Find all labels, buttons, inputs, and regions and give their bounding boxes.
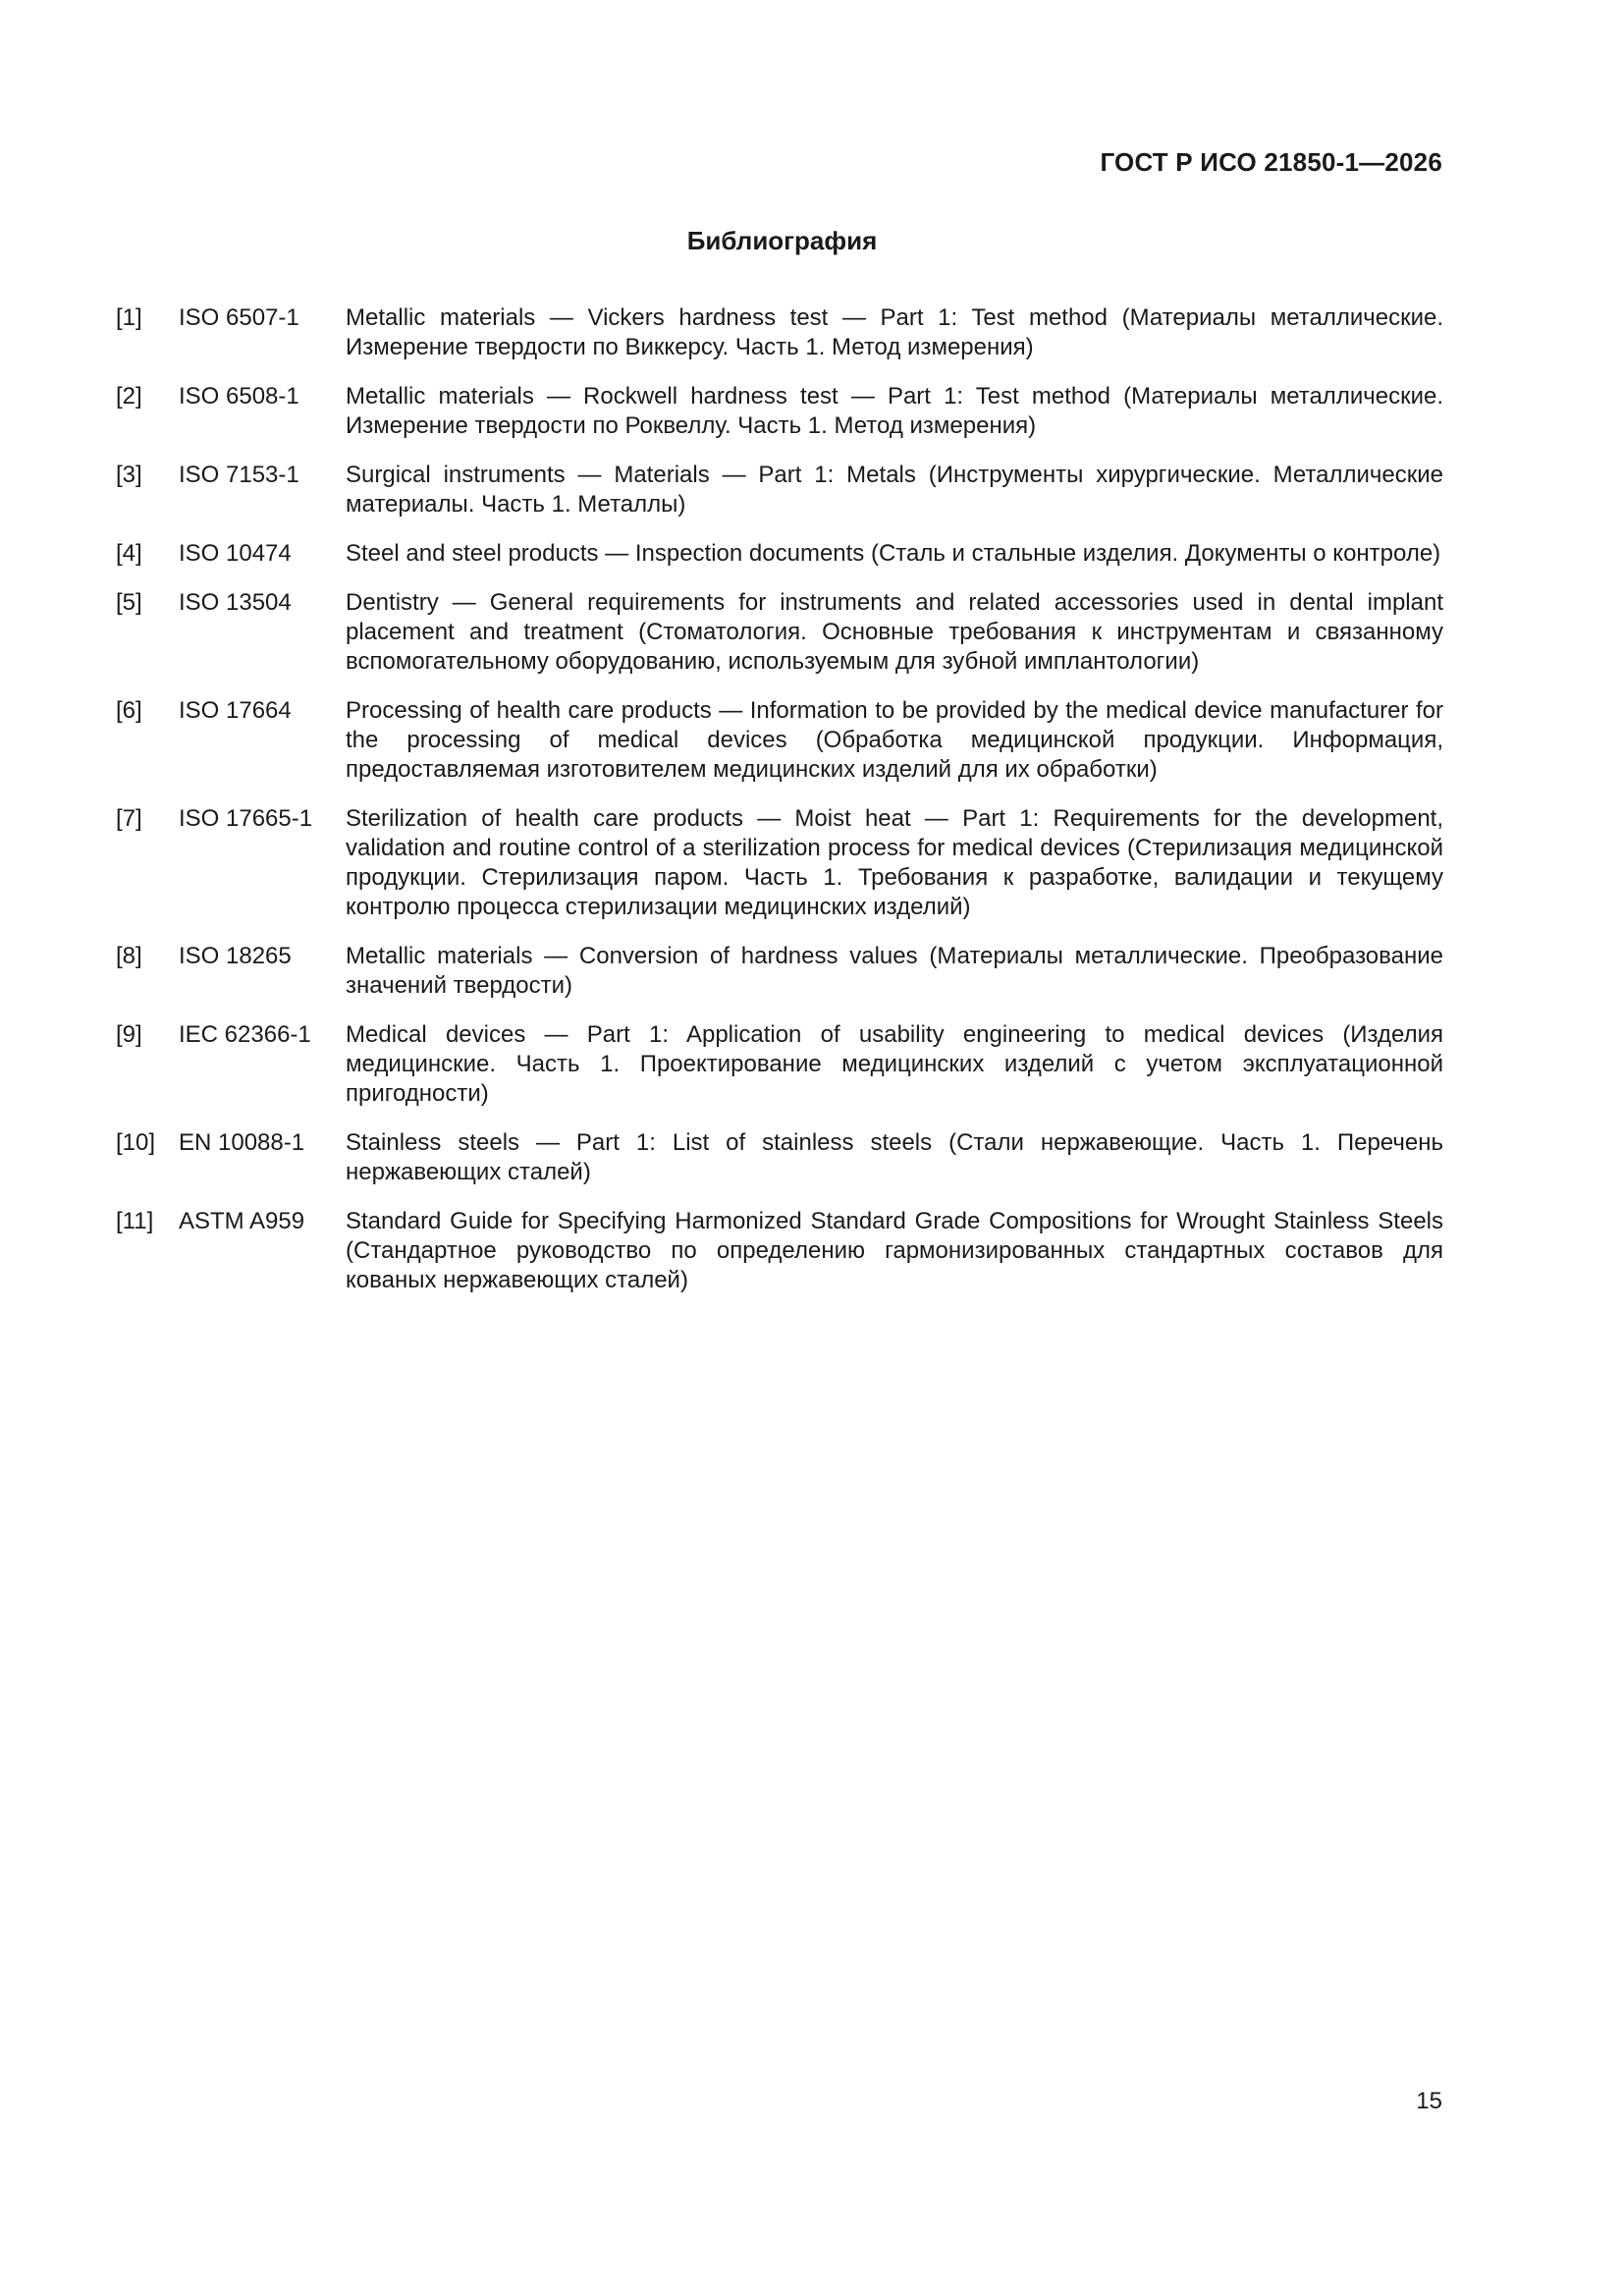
entry-number: [3] — [116, 462, 142, 488]
entry-standard-code: ISO 17664 — [179, 697, 292, 724]
bibliography-entry — [116, 1128, 1443, 1187]
page-number: 15 — [1416, 2088, 1442, 2114]
entry-number: [5] — [116, 589, 142, 616]
entry-number: [9] — [116, 1021, 142, 1048]
entry-title: Metallic materials — Vickers hardness test — Part 1: Test method (Материалы металлические. Измерение твердости по Виккерсу. Часть 1. Метод измерения) — [346, 304, 1443, 360]
bibliography-list — [116, 303, 1443, 1315]
entry-standard-code: EN 10088-1 — [179, 1129, 305, 1156]
bibliography-entry — [116, 804, 1443, 922]
entry-title: Dentistry — General requirements for instruments and related accessories used in dental implant placement and treatment (Стоматология. Основные требования к инструментам и связанному вспомогательному оборудованию, используемым для зубной имплантологии) — [346, 589, 1443, 675]
bibliography-entry — [116, 942, 1443, 1001]
entry-number: [4] — [116, 540, 142, 567]
entry-standard-code: ISO 18265 — [179, 943, 292, 969]
entry-title: Steel and steel products — Inspection documents (Сталь и стальные изделия. Документы о контроле) — [346, 540, 1441, 567]
bibliography-entry — [116, 382, 1443, 441]
entry-standard-code: ISO 13504 — [179, 589, 292, 616]
entry-standard-code: ISO 10474 — [179, 540, 292, 567]
entry-title: Processing of health care products — Information to be provided by the medical device manufacturer for the processing of medical devices (Обработка медицинской продукции. Информация, предоставляемая изготовителем медицинских изделий для их обработки) — [346, 697, 1443, 783]
entry-number: [10] — [116, 1129, 156, 1156]
entry-standard-code: ISO 6507-1 — [179, 304, 299, 331]
entry-standard-code: ISO 17665-1 — [179, 805, 313, 832]
entry-title: Sterilization of health care products — Moist heat — Part 1: Requirements for the development, validation and routine control of a sterilization process for medical devices (Стерилизация медицинской продукции. Стерилизация паром. Часть 1. Требования к разработке, валидации и текущему контролю процесса стерилизации медицинских изделий) — [346, 805, 1443, 920]
entry-number: [2] — [116, 383, 142, 410]
entry-title: Surgical instruments — Materials — Part 1: Metals (Инструменты хирургические. Металлические материалы. Часть 1. Металлы) — [346, 462, 1443, 518]
entry-standard-code: ISO 6508-1 — [179, 383, 299, 410]
entry-title: Metallic materials — Conversion of hardness values (Материалы металлические. Преобразование значений твердости) — [346, 943, 1443, 999]
entry-standard-code: IEC 62366-1 — [179, 1021, 311, 1048]
entry-title: Standard Guide for Specifying Harmonized Standard Grade Compositions for Wrought Stainless Steels (Стандартное руководство по определению гармонизированных стандартных составов для кованых нержавеющих сталей) — [346, 1208, 1443, 1293]
entry-number: [8] — [116, 943, 142, 969]
bibliography-entry — [116, 1020, 1443, 1109]
bibliography-entry — [116, 539, 1443, 569]
entry-standard-code: ASTM A959 — [179, 1208, 305, 1234]
page-title: Библиография — [686, 226, 878, 255]
document-code: ГОСТ Р ИСО 21850-1—2026 — [1100, 147, 1442, 177]
bibliography-entry — [116, 588, 1443, 677]
entry-standard-code: ISO 7153-1 — [179, 462, 299, 488]
entry-title: Medical devices — Part 1: Application of usability engineering to medical devices (Изделия медицинские. Часть 1. Проектирование медицинских изделий с учетом эксплуатационной пригодности) — [346, 1021, 1443, 1107]
bibliography-entry — [116, 303, 1443, 362]
bibliography-entry — [116, 1207, 1443, 1295]
entry-title: Stainless steels — Part 1: List of stainless steels (Стали нержавеющие. Часть 1. Перечень нержавеющих сталей) — [346, 1129, 1443, 1185]
entry-number: [1] — [116, 304, 142, 331]
bibliography-entry — [116, 696, 1443, 785]
entry-title: Metallic materials — Rockwell hardness test — Part 1: Test method (Материалы металлические. Измерение твердости по Роквеллу. Часть 1. Метод измерения) — [346, 383, 1443, 439]
entry-number: [11] — [116, 1208, 154, 1234]
bibliography-entry — [116, 461, 1443, 519]
entry-number: [6] — [116, 697, 142, 724]
entry-number: [7] — [116, 805, 142, 832]
